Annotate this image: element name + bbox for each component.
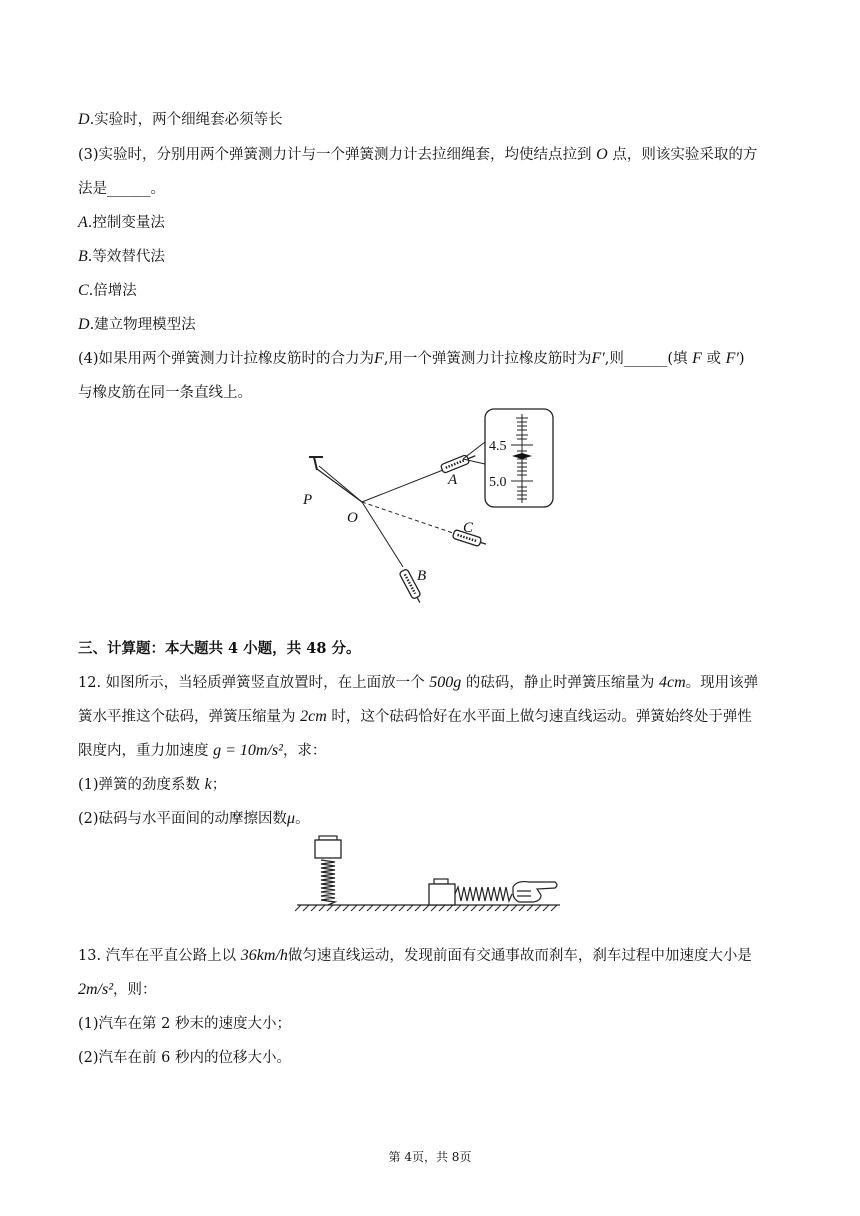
q11-option-b: B.等效替代法 <box>78 248 165 265</box>
q13-part2: (2)汽车在前 6 秒内的位移大小。 <box>78 1050 291 1066</box>
q11-part3-line1: (3)实验时，分别用两个弹簧测力计与一个弹簧测力计去拉细绳套，均使结点拉到 O 点，则该实验采取的方 <box>78 146 758 163</box>
q13-line1: 13. 汽车在平直公路上以 36km/h做匀速直线运动，发现前面有交通事故而刹车，刹车过程中加速度大小是 <box>78 947 752 964</box>
spring-balance-figure <box>295 402 565 607</box>
q12-line1: 12. 如图所示，当轻质弹簧竖直放置时，在上面放一个 500g 的砝码，静止时弹簧压缩量为 4cm。现用该弹 <box>78 674 759 691</box>
hand-icon <box>513 882 557 902</box>
q11-option-d-prev: D.实验时，两个细绳套必须等长 <box>78 111 283 128</box>
spring-weight-figure <box>295 833 565 913</box>
q11-option-c: C.倍增法 <box>78 282 137 299</box>
label-a: A <box>448 472 458 488</box>
q12-part1: (1)弹簧的劲度系数 k； <box>78 776 227 793</box>
scale-tick-4-5: 4.5 <box>489 439 507 454</box>
q12-line2: 簧水平推这个砝码，弹簧压缩量为 2cm 时，这个砝码恰好在水平面上做匀速直线运动。弹簧始终处于弹性 <box>78 708 752 725</box>
q13-line2: 2m/s²，则： <box>78 981 157 998</box>
weight-vertical-icon <box>315 836 341 858</box>
page-footer: 第 4页，共 8页 <box>388 1150 472 1164</box>
label-o: O <box>347 510 358 526</box>
q11-part4-line2: 与橡皮筋在同一条直线上。 <box>78 385 252 401</box>
q12-line3: 限度内，重力加速度 g = 10m/s²，求： <box>78 742 327 759</box>
q11-part4-line1: (4)如果用两个弹簧测力计拉橡皮筋时的合力为F,用一个弹簧测力计拉橡皮筋时为F′,则______(填 F 或 F′) <box>78 350 745 367</box>
spring-horizontal-icon <box>455 887 512 901</box>
label-p: P <box>303 492 313 508</box>
q11-option-a: A.控制变量法 <box>78 214 165 231</box>
label-c: C <box>463 520 474 536</box>
q11-part3-line2: 法是______。 <box>78 181 165 197</box>
scale-tick-5-0: 5.0 <box>489 475 507 490</box>
section-title: 三、计算题：本大题共 4 小题，共 48 分。 <box>78 640 361 657</box>
q13-part1: (1)汽车在第 2 秒末的速度大小； <box>78 1016 291 1032</box>
q11-option-d: D.建立物理模型法 <box>78 316 196 333</box>
label-b: B <box>417 568 427 584</box>
spring-balance-a-icon <box>440 452 477 474</box>
weight-horizontal-icon <box>429 879 455 905</box>
ground-hatch <box>295 905 557 911</box>
spring-vertical-icon <box>321 860 335 905</box>
q12-part2: (2)砝码与水平面间的动摩擦因数μ。 <box>78 810 310 827</box>
